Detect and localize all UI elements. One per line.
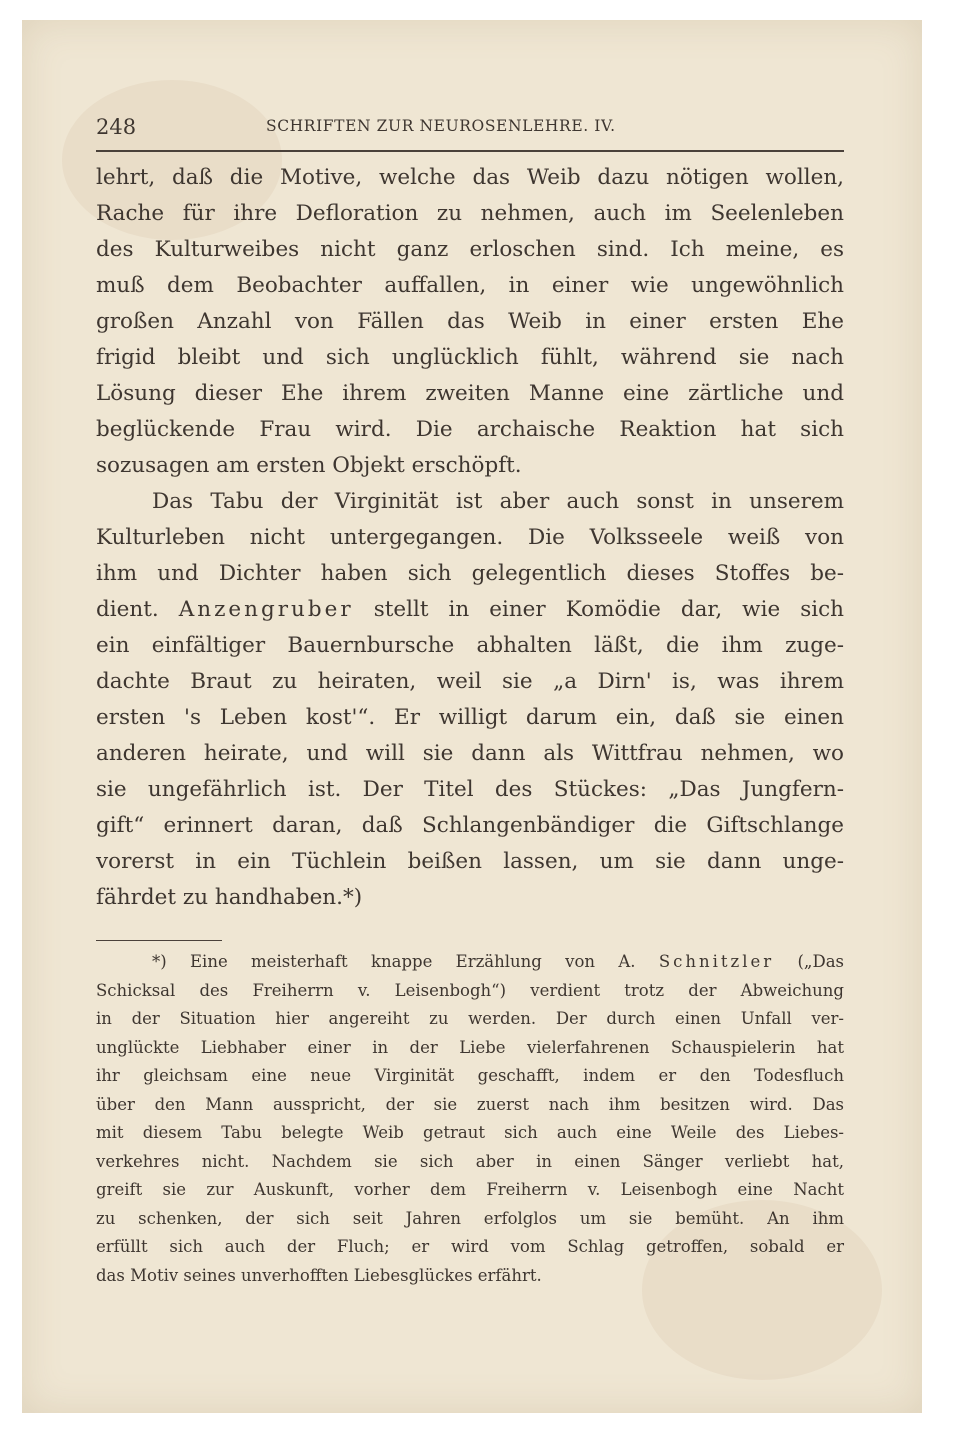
text-line: fährdet zu handhaben.*)	[96, 885, 363, 910]
text-line: vorerst in ein Tüchlein beißen lassen, um sie dann unge-	[96, 849, 844, 874]
text-line: Das Tabu der Virginität ist aber auch sonst in unserem	[152, 489, 844, 514]
text-line: beglückende Frau wird. Die archaische Reaktion hat sich	[96, 417, 844, 442]
footnote-line: erfüllt sich auch der Fluch; er wird vom Schlag getroffen, sobald er	[96, 1237, 844, 1256]
footnote-line: verkehres nicht. Nachdem sie sich aber in einen Sänger verliebt hat,	[96, 1151, 844, 1171]
text-line: Lösung dieser Ehe ihrem zweiten Manne eine zärtliche und	[96, 381, 844, 406]
text-line: ersten 's Leben kost'“. Er willigt darum ein, daß sie einen	[96, 705, 844, 730]
footnote	[96, 948, 844, 1290]
text-line: Rache für ihre Defloration zu nehmen, auch im Seelenleben	[96, 201, 844, 226]
footnote-line: Schicksal des Freiherrn v. Leisenbogh“) verdient trotz der Abweichung	[96, 980, 844, 1000]
text-line: großen Anzahl von Fällen das Weib in einer ersten Ehe	[96, 309, 844, 334]
text-segment: („Das	[797, 952, 845, 971]
footnote-line: das Motiv seines unverhofften Liebesglückes erfährt.	[96, 1265, 542, 1285]
footnote-rule	[96, 940, 222, 941]
footnote-line: greift sie zur Auskunft, vorher dem Freiherrn v. Leisenbogh eine Nacht	[96, 1180, 844, 1199]
footnote-line: mit diesem Tabu belegte Weib getraut sich auch eine Weile des Liebes-	[96, 1123, 844, 1142]
author-name-spaced: Schnitzler	[658, 952, 775, 971]
footnote-line: unglückte Liebhaber einer in der Liebe vielerfahrenen Schauspielerin hat	[96, 1037, 844, 1057]
footnote-line: ihr gleichsam eine neue Virginität geschafft, indem er den Todesfluch	[96, 1066, 844, 1085]
author-name-spaced: Anzengruber	[178, 597, 354, 622]
header-rule	[96, 150, 844, 152]
text-segment: *) Eine meisterhaft knappe Erzählung von A.	[152, 952, 636, 971]
text-line: sie ungefährlich ist. Der Titel des Stückes: „Das Jungfern-	[96, 777, 844, 802]
text-line: sozusagen am ersten Objekt erschöpft.	[96, 453, 522, 478]
footnote-line	[96, 948, 844, 977]
main-text	[96, 160, 844, 916]
running-title: SCHRIFTEN ZUR NEUROSENLEHRE. IV.	[266, 117, 616, 135]
text-line: muß dem Beobachter auffallen, in einer wie ungewöhnlich	[96, 273, 844, 298]
footnote-line: zu schenken, der sich seit Jahren erfolglos um sie bemüht. An ihm	[96, 1208, 844, 1228]
text-line: frigid bleibt und sich unglücklich fühlt, während sie nach	[96, 345, 844, 370]
footnote-line: in der Situation hier angereiht zu werden. Der durch einen Unfall ver-	[96, 1009, 844, 1028]
text-line: lehrt, daß die Motive, welche das Weib dazu nötigen wollen,	[96, 165, 844, 190]
text-segment: dient.	[96, 597, 159, 622]
text-line: des Kulturweibes nicht ganz erloschen sind. Ich meine, es	[96, 237, 844, 262]
text-line: ein einfältiger Bauernbursche abhalten läßt, die ihm zuge-	[96, 633, 844, 658]
text-line: anderen heirate, und will sie dann als Wittfrau nehmen, wo	[96, 741, 844, 766]
page-number: 248	[96, 115, 137, 139]
text-segment: stellt in einer Komödie dar, wie sich	[373, 597, 844, 622]
page-header	[96, 99, 844, 139]
footnote-line: über den Mann ausspricht, der sie zuerst nach ihm besitzen wird. Das	[96, 1094, 844, 1114]
text-line: Kulturleben nicht untergegangen. Die Volksseele weiß von	[96, 525, 844, 550]
text-line: gift“ erinnert daran, daß Schlangenbändiger die Giftschlange	[96, 813, 844, 838]
text-line: ihm und Dichter haben sich gelegentlich dieses Stoffes be-	[96, 561, 844, 586]
text-line	[96, 592, 844, 628]
text-line: dachte Braut zu heiraten, weil sie „a Dirn' is, was ihrem	[96, 669, 844, 694]
